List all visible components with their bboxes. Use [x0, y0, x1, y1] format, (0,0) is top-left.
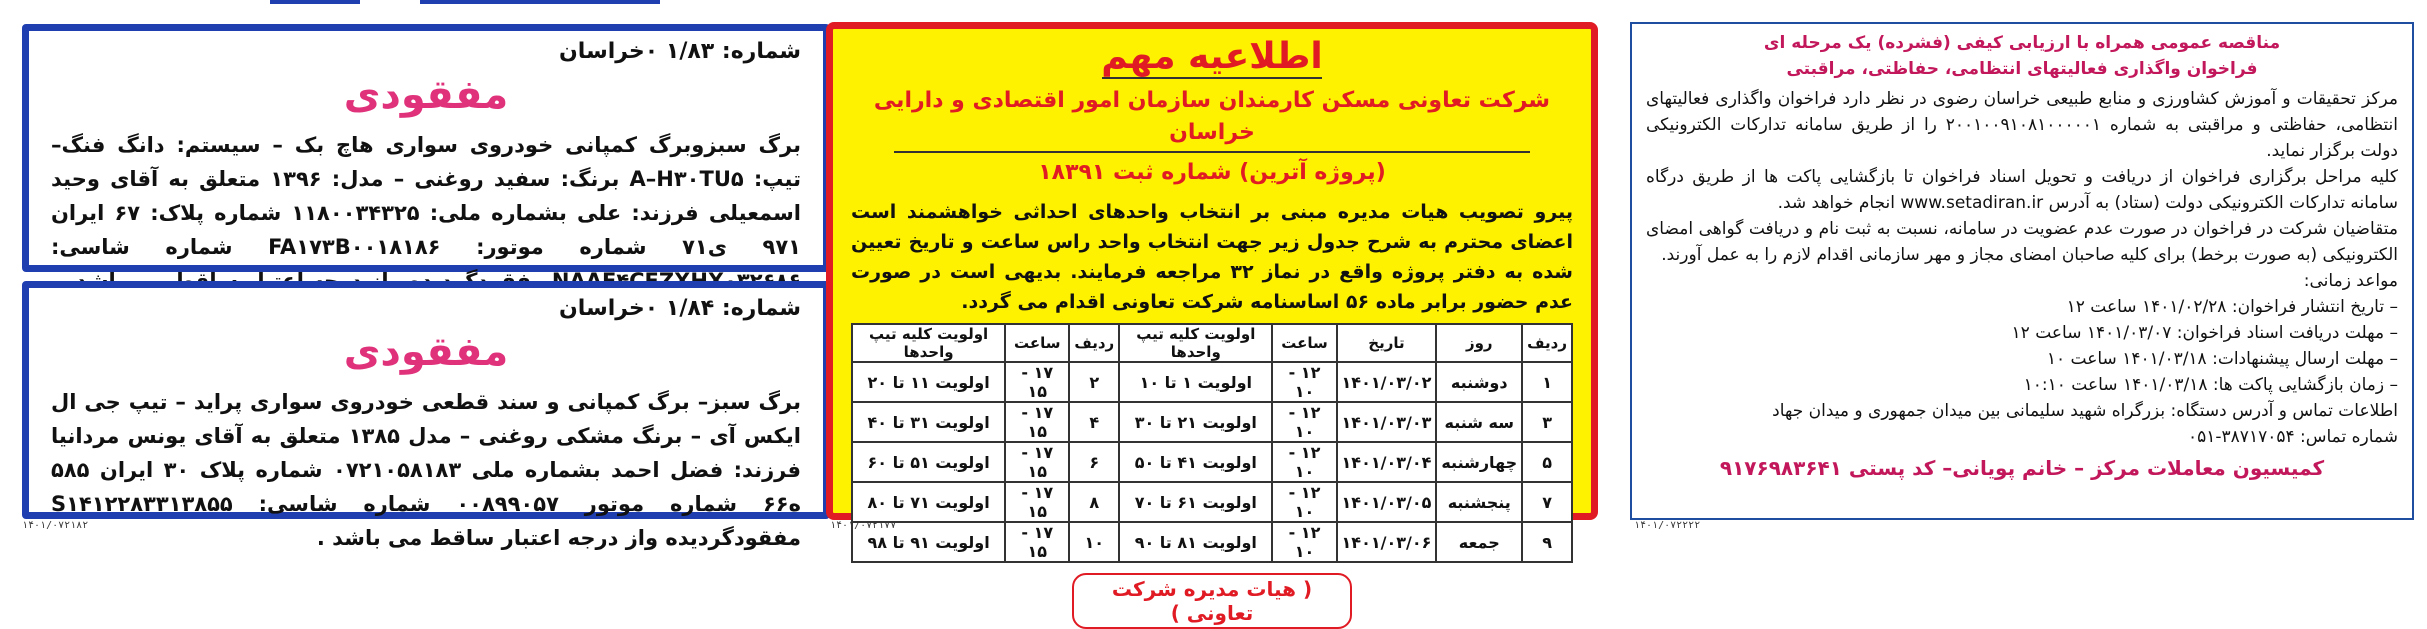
- announcement-project: (پروژه آترین) شماره ثبت ۱۸۳۹۱: [1038, 160, 1386, 185]
- tender-line: متقاضیان شرکت در فراخوان در صورت عدم عضویت در سامانه، نسبت به ثبت نام و دریافت گواهی امضای الکترونیکی (به صورت برخط) برای کلیه صاحبان امضای مجاز و مهر سازمانی اقدام لازم را به عمل آورند.: [1646, 219, 2398, 265]
- table-row: [852, 442, 1572, 482]
- table-cell: ۴: [1069, 402, 1119, 442]
- table-cell: اولویت ۳۱ تا ۴۰: [852, 402, 1005, 442]
- table-row: [852, 402, 1572, 442]
- table-cell: اولویت ۷۱ تا ۸۰: [852, 482, 1005, 522]
- table-cell: ۱۲ - ۱۰: [1272, 522, 1336, 562]
- table-cell: ۵: [1522, 442, 1572, 482]
- table-cell: سه شنبه: [1436, 402, 1522, 442]
- table-cell: ۱۷ - ۱۵: [1005, 522, 1069, 562]
- col-header: ساعت: [1005, 324, 1069, 362]
- tender-line: – مهلت ارسال پیشنهادات: ۱۴۰۱/۰۳/۱۸ ساعت ۱۰: [2046, 349, 2398, 369]
- tender-line: شماره تماس: ۳۸۷۱۷۰۵۴-۰۵۱: [2188, 427, 2398, 447]
- table-cell: ۱۲ - ۱۰: [1272, 482, 1336, 522]
- notice-number: شماره: ۱/۸۳ ۰خراسان: [559, 39, 801, 64]
- table-cell: ۱۷ - ۱۵: [1005, 482, 1069, 522]
- announcement-code: ۱۴۰۱/۰۷۲۱۷۷: [830, 520, 897, 531]
- notice-heading: مفقودی: [343, 329, 509, 375]
- notice-heading: مفقودی: [343, 72, 509, 118]
- tender-notice: [1630, 22, 2414, 520]
- table-cell: ۱۲ - ۱۰: [1272, 362, 1336, 402]
- table-cell: اولویت ۹۱ تا ۹۸: [852, 522, 1005, 562]
- table-cell: ۸: [1069, 482, 1119, 522]
- col-header: روز: [1436, 324, 1522, 362]
- tender-line: – زمان بازگشایی پاکت ها: ۱۴۰۱/۰۳/۱۸ ساعت ۱۰:۱۰: [2023, 375, 2398, 395]
- table-row: [852, 482, 1572, 522]
- table-row: [852, 362, 1572, 402]
- table-header-row: [852, 324, 1572, 362]
- table-cell: اولویت ۶۱ تا ۷۰: [1119, 482, 1272, 522]
- announcement-title: اطلاعیه مهم: [1101, 36, 1323, 77]
- lost-notice-1: [22, 24, 830, 272]
- table-cell: اولویت ۱۱ تا ۲۰: [852, 362, 1005, 402]
- announcement-signature: ( هیات مدیره شرکت تعاونی ): [1072, 573, 1352, 629]
- company-underline: [894, 151, 1529, 153]
- tender-title: مناقصه عمومی همراه با ارزیابی کیفی (فشرده) یک مرحله ای: [1763, 33, 2281, 53]
- tender-line: – مهلت دریافت اسناد فراخوان: ۱۴۰۱/۰۳/۰۷ ساعت ۱۲: [2011, 323, 2398, 343]
- table-cell: دوشنبه: [1436, 362, 1522, 402]
- col-header: تاریخ: [1337, 324, 1437, 362]
- table-cell: ۱۴۰۱/۰۳/۰۴: [1337, 442, 1437, 482]
- col-header: اولویت کلیه تیپ واحدها: [852, 324, 1005, 362]
- table-cell: اولویت ۵۱ تا ۶۰: [852, 442, 1005, 482]
- tender-line: کلیه مراحل برگزاری فراخوان از دریافت و تحویل اسناد فراخوان تا بازگشایی پاکت ها از طریق درگاه سامانه تدارکات الکترونیکی دولت (ستاد) به آدرس www.setadiran.ir انجام خواهد شد.: [1646, 167, 2398, 213]
- table-cell: اولویت ۴۱ تا ۵۰: [1119, 442, 1272, 482]
- table-cell: ۹: [1522, 522, 1572, 562]
- table-cell: اولویت ۸۱ تا ۹۰: [1119, 522, 1272, 562]
- table-cell: ۱۴۰۱/۰۳/۰۵: [1337, 482, 1437, 522]
- table-row: [852, 522, 1572, 562]
- table-cell: جمعه: [1436, 522, 1522, 562]
- col-header: ساعت: [1272, 324, 1336, 362]
- table-cell: ۱۲ - ۱۰: [1272, 442, 1336, 482]
- notice-body: برگ سبزوبرگ کمپانی خودروی سواری هاچ بک – سیستم: دانگ فنگ– تیپ: A–H۳۰TU۵ برنگ: سفید روغنی – مدل: ۱۳۹۶ متعلق به آقای وحید اسمعیلی فرزند: علی بشماره ملی: ۱۱۸۰۰۳۴۳۲۵ شماره پلاک: ۶۷ ایران ۹۷۱ ی۷۱ شماره موتور: FA۱۷۳B۰۰۱۸۱۸۶ شماره شاسی:: [51, 133, 801, 259]
- tender-footer: کمیسیون معاملات مرکز – خانم پویانی– کد پستی ۹۱۷۶۹۸۳۶۴۱: [1719, 456, 2325, 480]
- col-header: ردیف: [1522, 324, 1572, 362]
- tender-body: [1646, 86, 2398, 450]
- table-cell: پنجشنبه: [1436, 482, 1522, 522]
- table-cell: ۱۷ - ۱۵: [1005, 402, 1069, 442]
- table-cell: اولویت ۱ تا ۱۰: [1119, 362, 1272, 402]
- tender-line: مواعد زمانی:: [2303, 271, 2398, 291]
- tender-line: اطلاعات تماس و آدرس دستگاه: بزرگراه شهید سلیمانی بین میدان جمهوری و میدان جهاد: [1772, 401, 2398, 421]
- title-underline: [1102, 77, 1322, 79]
- schedule-table: [851, 323, 1573, 563]
- table-cell: ۲: [1069, 362, 1119, 402]
- tender-code: ۱۴۰۱/۰۷۲۲۲۲: [1634, 520, 1701, 531]
- table-cell: ۱۷ - ۱۵: [1005, 442, 1069, 482]
- table-cell: ۱: [1522, 362, 1572, 402]
- table-cell: ۱۰: [1069, 522, 1119, 562]
- lost-notice-code: ۱۴۰۱/۰۷۲۱۸۲: [22, 520, 89, 531]
- table-cell: ۱۲ - ۱۰: [1272, 402, 1336, 442]
- table-cell: ۱۷ - ۱۵: [1005, 362, 1069, 402]
- col-header: اولویت کلیه تیپ واحدها: [1119, 324, 1272, 362]
- table-cell: ۶: [1069, 442, 1119, 482]
- col-header: ردیف: [1069, 324, 1119, 362]
- tender-line: مرکز تحقیقات و آموزش کشاورزی و منابع طبیعی خراسان رضوی در نظر دارد فراخوان واگذاری فعالیتهای انتظامی، حفاظتی و مراقبتی به شماره ۲۰۰۱۰۰۹۱۰۸۱۰۰۰۰۰۱ را از طریق سامانه تدارکات الکترونیکی دولت برگزار نماید.: [1646, 89, 2398, 161]
- notice-body: برگ سبز– برگ کمپانی و سند قطعی خودروی سواری پراید – تیپ جی ال ایکس آی – برنگ مشکی روغنی – مدل ۱۳۸۵ متعلق به آقای یونس مردانیا فرزند: فضل احمد بشماره ملی ۰۷۲۱۰۵۸۱۸۳ شماره پلاک ۳۰ ایران ۵۸۵ ه۶۶ شماره موتور ۰۰۸۹۹۰۵۷ شماره شاسی: S۱۴۱۲۲۸۳۳۱۳۸۵۵ مفقودگردیده واز درجه اعتبار ساقط می باشد .: [51, 390, 801, 550]
- table-cell: ۱۴۰۱/۰۳/۰۳: [1337, 402, 1437, 442]
- table-cell: چهارشنبه: [1436, 442, 1522, 482]
- table-cell: ۱۴۰۱/۰۳/۰۲: [1337, 362, 1437, 402]
- tender-line: – تاریخ انتشار فراخوان: ۱۴۰۱/۰۲/۲۸ ساعت ۱۲: [2066, 297, 2398, 317]
- notice-number: شماره: ۱/۸۴ ۰خراسان: [559, 296, 801, 321]
- table-cell: ۳: [1522, 402, 1572, 442]
- top-rule-left: [270, 0, 360, 4]
- tender-subtitle: فراخوان واگذاری فعالیتهای انتظامی، حفاظتی، مراقبتی: [1786, 59, 2258, 79]
- table-cell: ۱۴۰۱/۰۳/۰۶: [1337, 522, 1437, 562]
- table-cell: ۷: [1522, 482, 1572, 522]
- top-rule-mid: [420, 0, 660, 4]
- announcement-company: شرکت تعاونی مسکن کارمندان سازمان امور اقتصادی و دارایی خراسان: [873, 88, 1551, 145]
- table-cell: اولویت ۲۱ تا ۳۰: [1119, 402, 1272, 442]
- announcement-body: پیرو تصویب هیات مدیره مبنی بر انتخاب واحدهای احداثی خواهشمند است اعضای محترم به شرح جدول زیر جهت انتخاب واحد راس ساعت و تاریخ تعیین شده به دفتر پروژه واقع در نماز ۳۲ مراجعه فرمایند. بدیهی است در صورت عدم حضور برابر ماده ۵۶ اساسنامه شرکت تعاونی اقدام می گردد.: [851, 201, 1573, 313]
